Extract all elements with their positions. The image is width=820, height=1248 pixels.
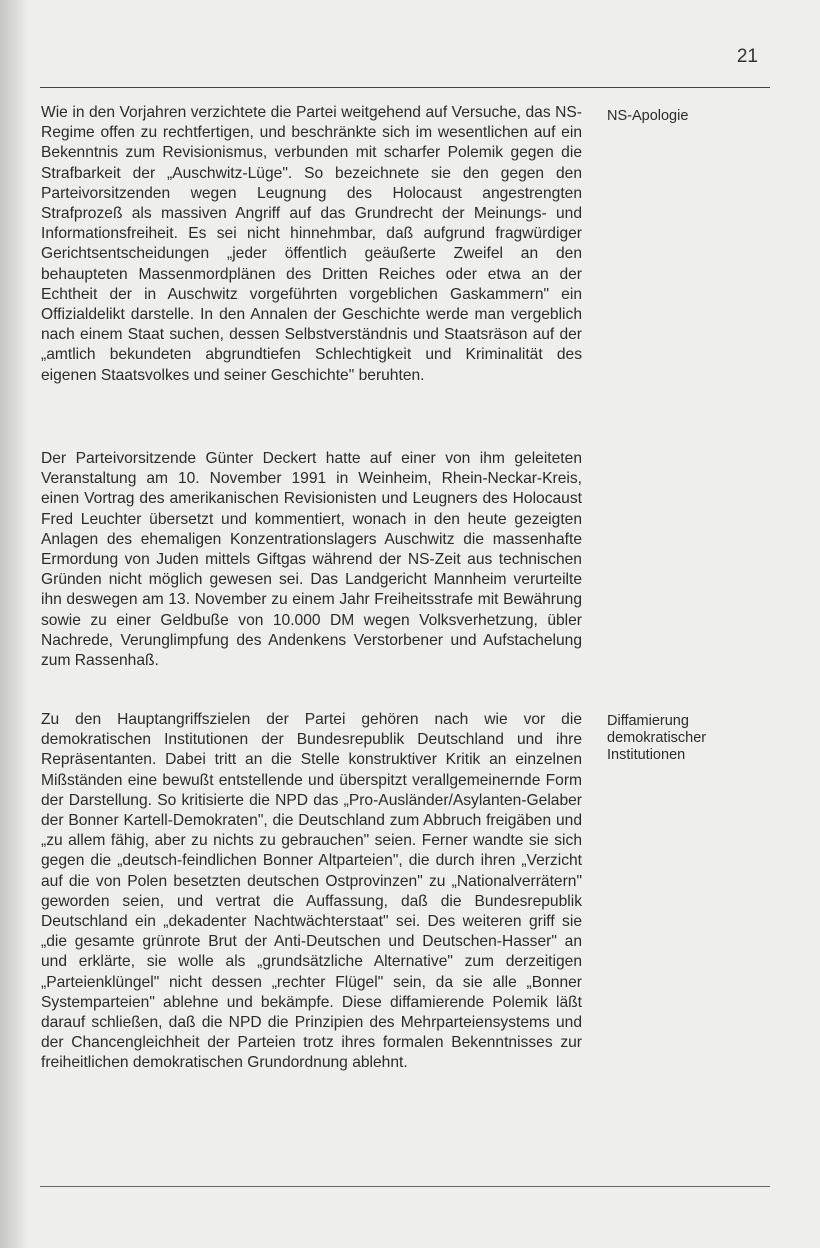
body-paragraph-diffamierung: Zu den Hauptangriffszielen der Partei gehören nach wie vor die demokratischen Institutionen der Bundesrepublik Deutschland und ihre Repräsentanten. Dabei tritt an die Stelle konstruktiver Kritik an einzelnen Mißständen eine bewußt entstellende und überspitzt verallgemeinernde Form der Darstellung. So kritisierte die NPD das „Pro-Ausländer/Asylanten-Gelaber der Bonner Kartell-Demokraten", die Deutschland zum Abbruch freigäben und „zu allem fähig, aber zu nichts zu gebrauchen" seien. Ferner wandte sie sich gegen die „deutsch-feindlichen Bonner Altparteien", die durch ihren „Verzicht auf die von Polen besetzten deutschen Ostprovinzen" zu „Nationalverrätern" geworden seien, und vertrat die Auffassung, daß die Bundesrepublik Deutschland ein „dekadenter Nachtwächterstaat" sei. Des weiteren griff sie „die gesamte grünrote Brut der Anti-Deutschen und Deutschen-Hasser" an und erklärte, sie wolle als „grundsätzliche Alternative" zum derzeitigen „Parteienklüngel" nicht dessen „rechter Flügel" sein, da sie alle „Bonner Systemparteien" ablehne und bekämpfe. Diese diffamierende Polemik läßt darauf schließen, daß die NPD die Prinzipien des Mehrparteiensystems und der Chancengleichheit der Parteien trotz ihres formalen Bekenntnisses zur freiheitlichen demokratischen Grundordnung ablehnt. <box>41 711 582 1072</box>
margin-note-ns-apologie: NS-Apologie <box>607 108 689 124</box>
margin-note-diffamierung: Diffamierung demokratischer Institutionen <box>607 713 707 763</box>
body-paragraph-deckert: Der Parteivorsitzende Günter Deckert hatte auf einer von ihm geleiteten Veranstaltung am 10. November 1991 in Weinheim, Rhein-Neckar-Kreis, einen Vortrag des amerikanischen Revisionisten und Leugners des Holocaust Fred Leuchter übersetzt und kommentiert, wonach in den heute gezeigten Anlagen des ehemaligen Konzentrationslagers Auschwitz die massenhafte Ermordung von Juden mittels Giftgas während der NS-Zeit aus technischen Gründen nicht möglich gewesen sei. Das Landgericht Mannheim verurteilte ihn deswegen am 13. November zu einem Jahr Freiheitsstrafe mit Bewährung sowie zu einer Geldbuße von 10.000 DM wegen Volksverhetzung, übler Nachrede, Verunglimpfung des Andenkens Verstorbener und Aufstachelung zum Rassenhaß. <box>41 450 582 670</box>
footer-rule <box>40 1186 770 1187</box>
body-paragraph-ns-apologie: Wie in den Vorjahren verzichtete die Partei weitgehend auf Versuche, das NS-Regime offen zu rechtfertigen, und beschränkte sich im wesentlichen auf ein Bekenntnis zum Revisionismus, verbunden mit scharfer Polemik gegen die Strafbarkeit der „Auschwitz-Lüge". So bezeichnete sie den gegen den Parteivorsitzenden wegen Leugnung des Holocaust angestrengten Strafprozeß als massiven Angriff auf das Grundrecht der Meinungs- und Informationsfreiheit. Es sei nicht hinnehmbar, daß aufgrund fragwürdiger Gerichtsentscheidungen „jeder öffentlich geäußerte Zweifel an den behaupteten Massenmordplänen des Dritten Reiches oder etwa an der Echtheit der in Auschwitz vorgeführten vorgeblichen Gaskammern" ein Offizialdelikt darstelle. In den Annalen der Geschichte werde man vergeblich nach einem Staat suchen, dessen Selbstverständnis und Staatsräson auf der „amtlich bekundeten abgrundtiefen Schlechtigkeit und Kriminalität des eigenen Staatsvolkes und seiner Geschichte" beruhten. <box>41 104 582 384</box>
scan-edge-shadow <box>0 0 28 1248</box>
page-number: 21 <box>736 46 758 67</box>
header-rule <box>40 87 770 88</box>
